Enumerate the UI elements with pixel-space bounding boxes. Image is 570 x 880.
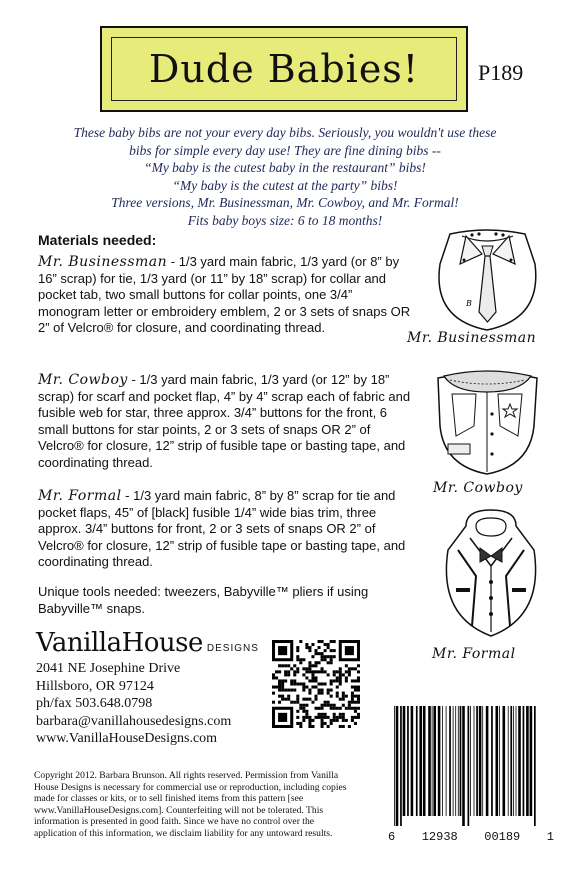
formal-name: Mr. Formal <box>38 488 122 504</box>
cowboy-text: - 1/3 yard main fabric, 1/3 yard (or 12” by 18” scrap) for scarf and pocket flap, 4” by 4” scrap each of fabric and fusible web for star, three approx. 3/4” buttons for the front, 6 small buttons for star points, 2 or 3 sets of snaps OR 2” of Velcro® for closure, 12” strip of fusible tape or basting tape, and coordinating thread. <box>38 372 411 470</box>
cowboy-bib-illustration <box>430 366 545 478</box>
barcode-right-group: 00189 <box>484 830 521 844</box>
barcode-digits <box>388 830 554 844</box>
intro-text <box>30 124 540 229</box>
formal-bib-illustration <box>436 506 546 641</box>
company-address <box>36 660 231 748</box>
barcode-lead: 6 <box>388 830 396 844</box>
pattern-code: P189 <box>478 60 524 85</box>
address-email: barbara@vanillahousedesigns.com <box>36 713 232 729</box>
cowboy-label: Mr. Cowboy <box>433 480 523 496</box>
intro-line: Fits baby boys size: 6 to 18 months! <box>187 212 383 228</box>
barcode-check: 1 <box>546 830 554 844</box>
address-city: Hillsboro, OR 97124 <box>36 678 154 694</box>
businessman-bib-illustration <box>430 224 545 334</box>
logo-name: VanillaHouse <box>36 628 203 658</box>
intro-line: “My baby is the cutest at the party” bibs! <box>172 177 398 193</box>
copyright-notice: Copyright 2012. Barbara Brunson. All rights reserved. Permission from Vanilla House Designs is necessary for commercial use or reproduction, including copies made for classes or kits, or to sell finished items from this pattern [see www.VanillaHouseDesigns.com]. Counterfeiting will not be tolerated. This information is presented in good faith. Since we have no control over the application of this information, we disclaim liability for any untoward results. <box>34 770 347 839</box>
businessman-name: Mr. Businessman <box>38 254 168 270</box>
title-box <box>100 26 468 112</box>
cowboy-materials <box>38 372 413 471</box>
monogram-letter: B <box>466 299 472 308</box>
title-inner-frame <box>111 37 457 101</box>
intro-line: bibs for simple every day use! They are fine dining bibs -- <box>129 142 441 158</box>
intro-line: These baby bibs are not your every day bibs. Seriously, you wouldn't use these <box>73 125 497 140</box>
formal-label: Mr. Formal <box>432 646 516 662</box>
businessman-materials <box>38 254 413 337</box>
address-street: 2041 NE Josephine Drive <box>36 661 181 676</box>
tools-needed: Unique tools needed: tweezers, Babyville™ pliers if using Babyville™ snaps. <box>38 584 369 616</box>
cowboy-name: Mr. Cowboy <box>38 372 128 388</box>
logo-suffix: DESIGNS <box>206 643 259 654</box>
formal-materials <box>38 488 413 571</box>
company-logo <box>36 628 259 658</box>
address-phone: ph/fax 503.648.0798 <box>36 696 153 711</box>
formal-text: - 1/3 yard main fabric, 8” by 8” scrap for tie and pocket flaps, 45” of [black] fusible 1/4” wide bias trim, three approx. 3/4” buttons for front, 2 or 3 sets of snaps OR 2” of Velcro® for closure, 12” strip of fusible tape or basting tape, and coordinating thread. <box>38 488 406 569</box>
pattern-title: Dude Babies! <box>148 47 420 91</box>
intro-line: Three versions, Mr. Businessman, Mr. Cowboy, and Mr. Formal! <box>111 195 459 210</box>
materials-heading: Materials needed: <box>38 232 157 248</box>
businessman-text: - 1/3 yard main fabric, 1/3 yard (or 8” by 16” scrap) for tie, 1/3 yard (or 11” by 18” scrap) for collar and pocket tab, two small buttons for collar points, one 3/4” monogram letter or embroidery emblem, 2 or 3 sets of snaps OR 2” of Velcro® for closure, and coordinating thread. <box>38 254 411 335</box>
businessman-label: Mr. Businessman <box>407 330 537 346</box>
intro-line: “My baby is the cutest baby in the restaurant” bibs! <box>144 160 426 175</box>
upc-barcode <box>390 706 540 826</box>
barcode-left-group: 12938 <box>421 830 458 844</box>
address-website: www.VanillaHouseDesigns.com <box>36 731 218 746</box>
qr-code <box>272 640 360 728</box>
